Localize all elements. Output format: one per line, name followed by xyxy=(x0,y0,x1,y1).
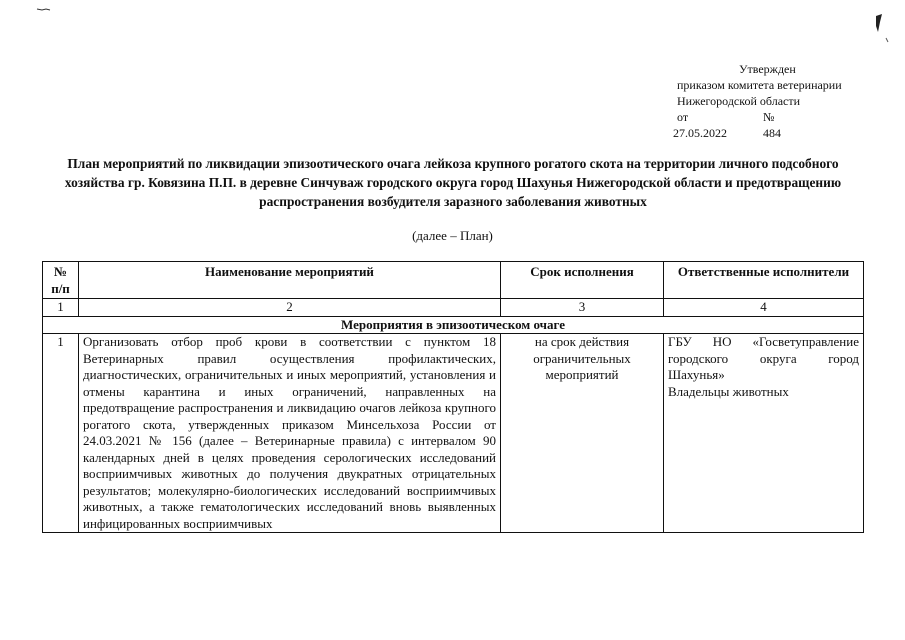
table-header-row xyxy=(43,262,864,299)
row-deadline: на срок действия ограничительных мероприятий xyxy=(501,334,664,533)
scan-mark-top-right xyxy=(864,12,894,48)
plan-table xyxy=(42,261,864,533)
col-number-3: 3 xyxy=(501,299,664,317)
section-title: Мероприятия в эпизоотическом очаге xyxy=(43,316,864,334)
approval-from-label: от xyxy=(677,110,689,124)
responsible-owners: Владельцы животных xyxy=(668,383,789,399)
row-responsible xyxy=(664,334,864,533)
row-task: Организовать отбор проб крови в соответствии с пунктом 18 Ветеринарных правил осуществления профилактических, диагностических, ограничительных и иных мероприятий, установления и отмены карантина и иных ограничений, направленных на предотвращение распространения и ликвидацию очагов лейкоза крупного рогатого скота, утвержденных приказом Минсельхоза России от 24.03.2021 № 156 (далее – Ветеринарные правила) с интервалом 90 календарных дней в целях проведения серологических исследований восприимчивых животных до получения двукратных отрицательных результатов; молекулярно-биологических исследований восприимчивых животных, а также гематологических исследований вновь выявленных инфицированных восприимчивых xyxy=(79,334,501,533)
approval-line-order: приказом комитета ветеринарии xyxy=(677,78,842,92)
scan-speck-top-left xyxy=(36,6,52,12)
header-deadline: Срок исполнения xyxy=(501,262,664,299)
approval-stamp xyxy=(673,61,877,141)
approval-line-approved: Утвержден xyxy=(739,62,796,76)
document-subtitle: (далее – План) xyxy=(412,228,493,243)
approval-number: 484 xyxy=(763,126,781,140)
approval-date: 27.05.2022 xyxy=(673,126,727,140)
col-number-4: 4 xyxy=(664,299,864,317)
header-num: № п/п xyxy=(43,262,79,299)
col-number-1: 1 xyxy=(43,299,79,317)
section-row xyxy=(43,316,864,334)
approval-number-label: № xyxy=(763,110,775,124)
document-title: План мероприятий по ликвидации эпизоотического очага лейкоза крупного рогатого скота на территории личного подсобного хозяйства гр. Ковязина П.П. в деревне Синчуваж городского округа город Шахунья Нижегородской области и предотвращению распространения возбудителя заразного заболевания животных xyxy=(64,156,842,209)
header-responsible: Ответственные исполнители xyxy=(664,262,864,299)
approval-line-region: Нижегородской области xyxy=(677,94,801,108)
header-name: Наименование мероприятий xyxy=(79,262,501,299)
col-number-2: 2 xyxy=(79,299,501,317)
table-row xyxy=(43,334,864,533)
column-numbers-row xyxy=(43,299,864,317)
responsible-org: ГБУ НО «Госветуправление городского округа город Шахунья» xyxy=(668,334,859,382)
row-num: 1 xyxy=(43,334,79,533)
